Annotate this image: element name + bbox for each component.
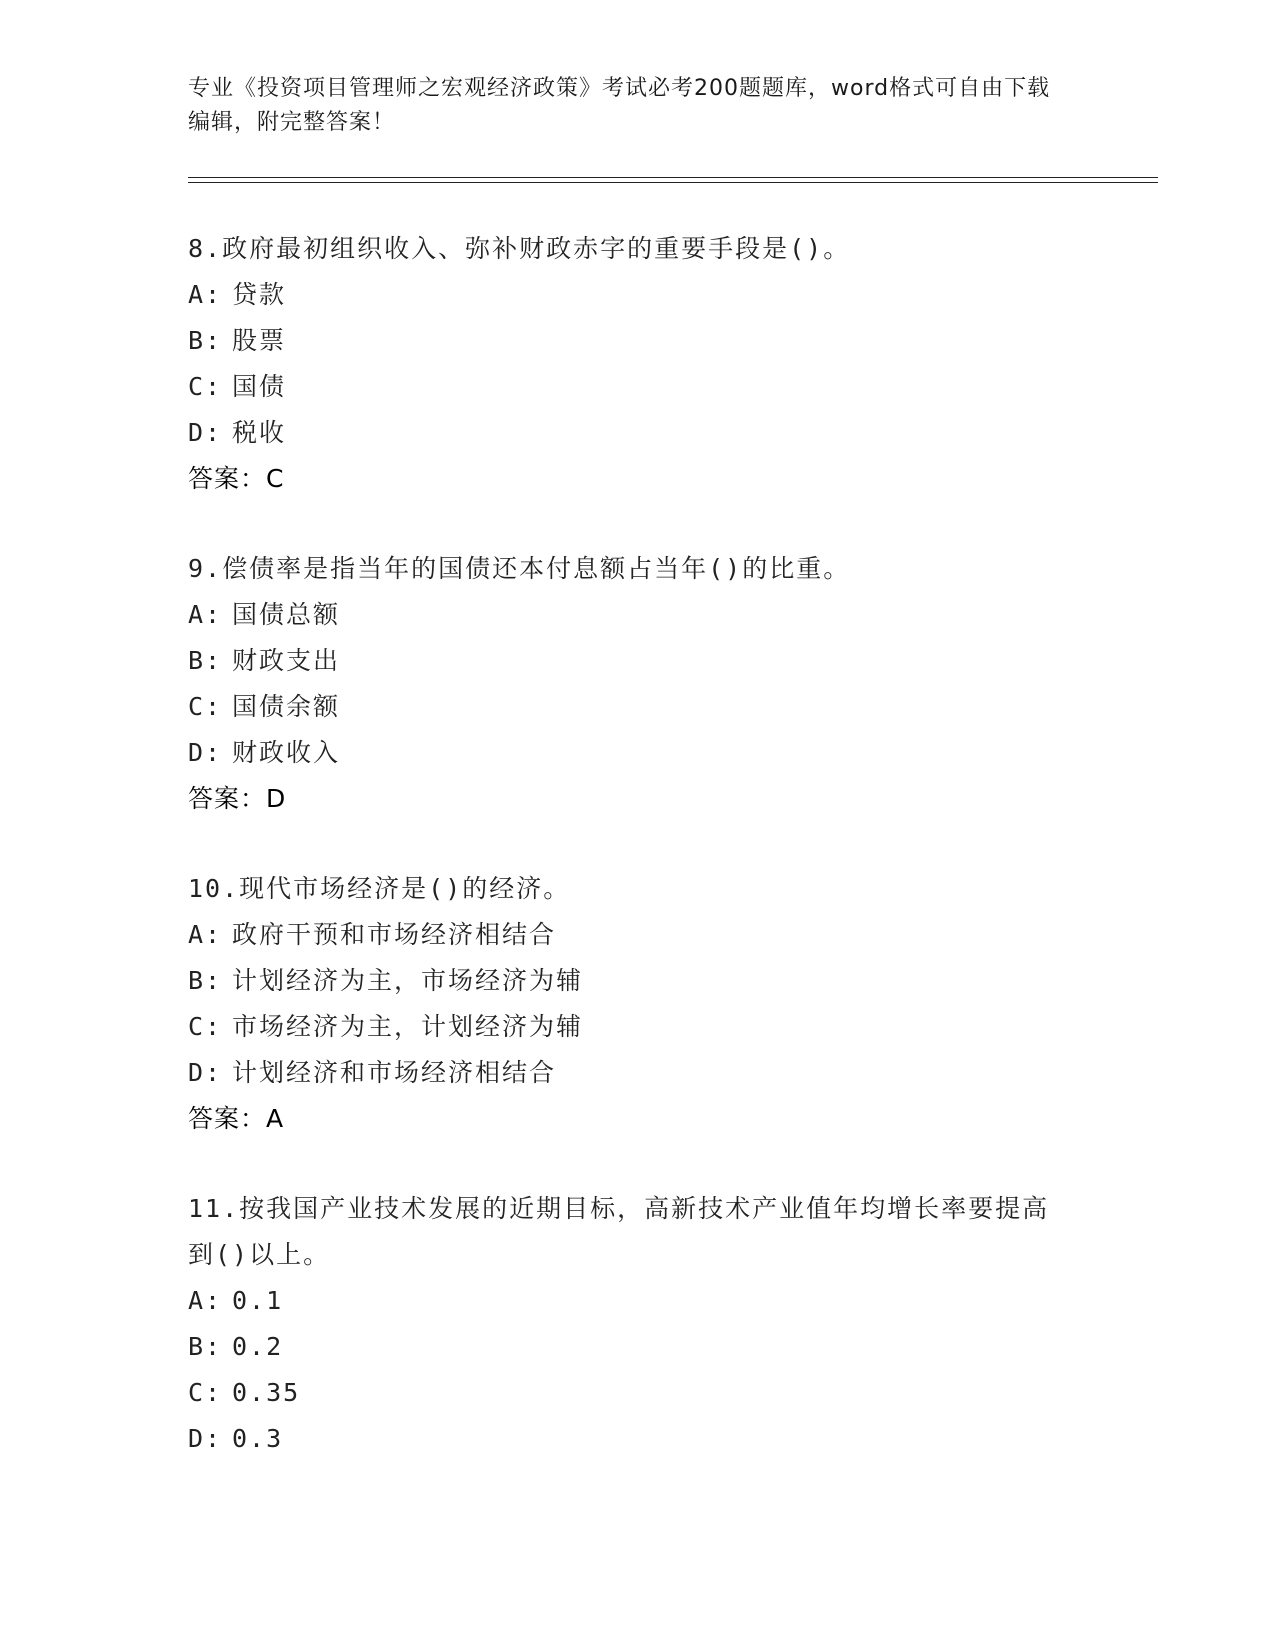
option-letter: D: bbox=[188, 1058, 223, 1087]
option-d bbox=[188, 1416, 1068, 1462]
answer-text: 答案：A bbox=[188, 1104, 285, 1133]
option-text: 国债 bbox=[232, 372, 287, 401]
answer-text: 答案：C bbox=[188, 464, 285, 493]
option-text: 国债余额 bbox=[232, 692, 341, 721]
question-stem: 10.现代市场经济是()的经济。 bbox=[188, 874, 571, 903]
option-text: 市场经济为主，计划经济为辅 bbox=[232, 1012, 584, 1041]
question-stem: 9.偿债率是指当年的国债还本付息额占当年()的比重。 bbox=[188, 554, 851, 583]
option-letter: A: bbox=[188, 600, 223, 629]
option-letter: C: bbox=[188, 1378, 223, 1407]
option-text: 0.3 bbox=[232, 1424, 284, 1453]
option-text: 税收 bbox=[232, 418, 287, 447]
option-letter: B: bbox=[188, 1332, 223, 1361]
option-b bbox=[188, 958, 1088, 1004]
document-intro: 专业《投资项目管理师之宏观经济政策》考试必考200题题库，word格式可自由下载编辑，附完整答案！ bbox=[188, 76, 1051, 135]
option-letter: B: bbox=[188, 646, 223, 675]
option-d bbox=[188, 410, 1088, 456]
option-a bbox=[188, 1278, 1068, 1324]
question-stem: 8.政府最初组织收入、弥补财政赤字的重要手段是()。 bbox=[188, 234, 851, 263]
option-b bbox=[188, 638, 1088, 684]
option-d bbox=[188, 730, 1088, 776]
option-b bbox=[188, 318, 1088, 364]
option-a bbox=[188, 912, 1088, 958]
option-text: 财政收入 bbox=[232, 738, 341, 767]
option-letter: A: bbox=[188, 920, 223, 949]
option-a bbox=[188, 592, 1088, 638]
option-text: 0.35 bbox=[232, 1378, 301, 1407]
option-d bbox=[188, 1050, 1088, 1096]
option-a bbox=[188, 272, 1088, 318]
option-letter: D: bbox=[188, 1424, 223, 1453]
option-text: 财政支出 bbox=[232, 646, 341, 675]
option-c bbox=[188, 364, 1088, 410]
answer-text: 答案：D bbox=[188, 784, 287, 813]
option-text: 0.2 bbox=[232, 1332, 284, 1361]
option-letter: C: bbox=[188, 692, 223, 721]
header-divider-top bbox=[188, 177, 1158, 178]
option-b bbox=[188, 1324, 1068, 1370]
question-stem: 11.按我国产业技术发展的近期目标，高新技术产业值年均增长率要提高到()以上。 bbox=[188, 1194, 1050, 1269]
option-letter: A: bbox=[188, 1286, 223, 1315]
header-divider-bottom bbox=[188, 182, 1158, 183]
option-letter: C: bbox=[188, 372, 223, 401]
question-block bbox=[188, 866, 1088, 1142]
option-text: 计划经济和市场经济相结合 bbox=[232, 1058, 557, 1087]
option-c bbox=[188, 684, 1088, 730]
question-block bbox=[188, 1186, 1068, 1462]
option-text: 计划经济为主，市场经济为辅 bbox=[232, 966, 584, 995]
option-letter: D: bbox=[188, 418, 223, 447]
option-letter: B: bbox=[188, 966, 223, 995]
option-text: 0.1 bbox=[232, 1286, 284, 1315]
option-text: 政府干预和市场经济相结合 bbox=[232, 920, 557, 949]
option-text: 贷款 bbox=[232, 280, 287, 309]
question-block bbox=[188, 226, 1088, 502]
option-text: 股票 bbox=[232, 326, 287, 355]
option-c bbox=[188, 1370, 1068, 1416]
option-text: 国债总额 bbox=[232, 600, 341, 629]
option-letter: B: bbox=[188, 326, 223, 355]
option-letter: C: bbox=[188, 1012, 223, 1041]
option-letter: D: bbox=[188, 738, 223, 767]
question-block bbox=[188, 546, 1088, 822]
option-letter: A: bbox=[188, 280, 223, 309]
option-c bbox=[188, 1004, 1088, 1050]
